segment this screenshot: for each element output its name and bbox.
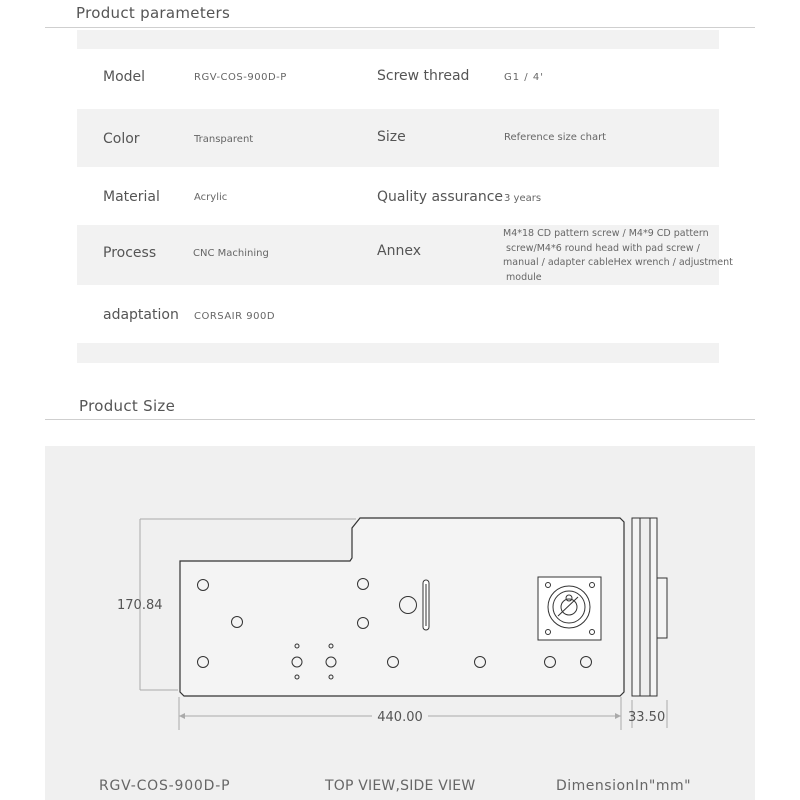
size-section-title: Product Size — [79, 397, 176, 415]
thread-value: G1 / 4' — [504, 72, 544, 83]
process-label: Process — [103, 245, 157, 261]
size-value: Reference size chart — [504, 132, 607, 143]
thread-label: Screw thread — [377, 68, 470, 84]
caption-model: RGV-COS-900D-P — [99, 778, 231, 794]
width-dimension: 440.00 — [377, 710, 423, 725]
annex-line-4: module — [503, 271, 542, 283]
color-value: Transparent — [194, 134, 254, 145]
model-label: Model — [103, 69, 146, 85]
model-value: RGV-COS-900D-P — [194, 72, 287, 83]
params-section-title: Product parameters — [76, 4, 231, 22]
adaptation-label: adaptation — [103, 307, 179, 323]
annex-line-3: manual / adapter cableHex wrench / adjustment — [503, 257, 733, 268]
caption-units: DimensionIn"mm" — [556, 778, 692, 794]
side-view — [632, 518, 667, 696]
annex-line-2: screw/M4*6 round head with pad screw / — [503, 242, 700, 254]
annex-line-1: M4*18 CD pattern screw / M4*9 CD pattern — [503, 228, 709, 239]
pump-mount — [538, 577, 601, 640]
quality-value: 3 years — [504, 193, 542, 204]
adaptation-value: CORSAIR 900D — [194, 311, 276, 322]
caption-views: TOP VIEW,SIDE VIEW — [325, 778, 476, 794]
annex-label: Annex — [377, 243, 421, 259]
color-label: Color — [103, 131, 140, 147]
height-dimension: 170.84 — [117, 598, 163, 613]
material-value: Acrylic — [194, 192, 228, 203]
size-label: Size — [377, 129, 406, 145]
depth-dimension: 33.50 — [628, 710, 666, 725]
quality-label: Quality assurance — [377, 189, 504, 205]
process-value: CNC Machining — [193, 248, 269, 259]
material-label: Material — [103, 189, 160, 205]
